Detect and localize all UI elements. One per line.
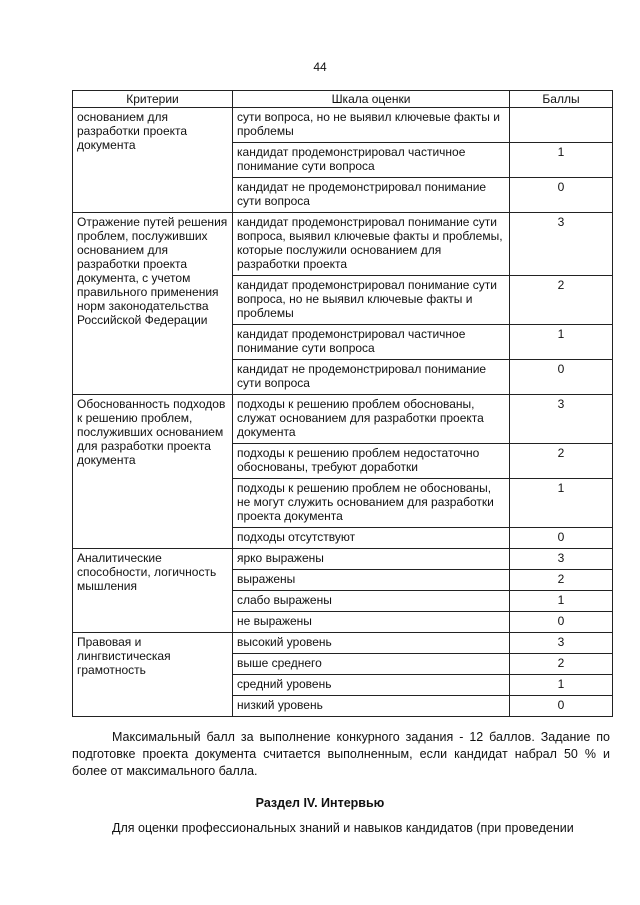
- score-cell: 0: [510, 696, 613, 717]
- column-header-points: Баллы: [510, 91, 613, 108]
- table-row: [73, 549, 613, 570]
- scale-cell: подходы отсутствуют: [233, 528, 510, 549]
- scale-cell: кандидат продемонстрировал понимание сути вопроса, выявил ключевые факты и проблемы, которые послужили основанием для разработки проекта: [233, 213, 510, 276]
- scale-cell: ярко выражены: [233, 549, 510, 570]
- scale-cell: низкий уровень: [233, 696, 510, 717]
- page-number: 44: [313, 60, 327, 74]
- scale-cell: кандидат продемонстрировал частичное понимание сути вопроса: [233, 325, 510, 360]
- criterion-cell: Аналитические способности, логичность мышления: [73, 549, 233, 633]
- score-cell: 1: [510, 591, 613, 612]
- score-cell: 1: [510, 675, 613, 696]
- score-cell: 1: [510, 143, 613, 178]
- criterion-cell: Обоснованность подходов к решению проблем, послуживших основанием для разработки проекта документа: [73, 395, 233, 549]
- column-header-scale: Шкала оценки: [233, 91, 510, 108]
- score-cell: 2: [510, 276, 613, 325]
- column-header-criteria: Критерии: [73, 91, 233, 108]
- scale-cell: сути вопроса, но не выявил ключевые факты и проблемы: [233, 108, 510, 143]
- score-cell: 2: [510, 654, 613, 675]
- score-cell: 0: [510, 528, 613, 549]
- scale-cell: подходы к решению проблем недостаточно обоснованы, требуют доработки: [233, 444, 510, 479]
- scale-cell: средний уровень: [233, 675, 510, 696]
- scale-cell: слабо выражены: [233, 591, 510, 612]
- max-score-paragraph: Максимальный балл за выполнение конкурного задания - 12 баллов. Задание по подготовке проекта документа считается выполненным, если кандидат набрал 50 % и более от максимального балла.: [72, 730, 610, 778]
- score-cell: 1: [510, 325, 613, 360]
- score-cell: 3: [510, 549, 613, 570]
- table-header-row: [73, 91, 613, 108]
- scale-cell: подходы к решению проблем не обоснованы, не могут служить основанием для разработки проекта документа: [233, 479, 510, 528]
- score-cell: [510, 108, 613, 143]
- score-cell: 0: [510, 360, 613, 395]
- scale-cell: высокий уровень: [233, 633, 510, 654]
- table-row: [73, 395, 613, 444]
- criterion-cell: Правовая и лингвистическая грамотность: [73, 633, 233, 717]
- table-row: [73, 633, 613, 654]
- score-cell: 3: [510, 395, 613, 444]
- criterion-cell: Отражение путей решения проблем, послуживших основанием для разработки проекта документа, с учетом правильного применения норм законодательства Российской Федерации: [73, 213, 233, 395]
- table-row: [73, 213, 613, 276]
- scale-cell: выражены: [233, 570, 510, 591]
- score-cell: 1: [510, 479, 613, 528]
- scale-cell: кандидат продемонстрировал понимание сути вопроса, но не выявил ключевые факты и проблемы: [233, 276, 510, 325]
- scale-cell: кандидат продемонстрировал частичное понимание сути вопроса: [233, 143, 510, 178]
- score-cell: 3: [510, 633, 613, 654]
- interview-paragraph: Для оценки профессиональных знаний и навыков кандидатов (при проведении: [112, 821, 574, 835]
- scale-cell: не выражены: [233, 612, 510, 633]
- scale-cell: кандидат не продемонстрировал понимание сути вопроса: [233, 360, 510, 395]
- score-cell: 2: [510, 570, 613, 591]
- score-cell: 0: [510, 612, 613, 633]
- score-cell: 3: [510, 213, 613, 276]
- criterion-cell: основанием для разработки проекта документа: [73, 108, 233, 213]
- scale-cell: подходы к решению проблем обоснованы, служат основанием для разработки проекта документа: [233, 395, 510, 444]
- scale-cell: кандидат не продемонстрировал понимание сути вопроса: [233, 178, 510, 213]
- scale-cell: выше среднего: [233, 654, 510, 675]
- score-cell: 0: [510, 178, 613, 213]
- score-cell: 2: [510, 444, 613, 479]
- evaluation-table: [72, 90, 613, 717]
- section-heading: Раздел IV. Интервью: [255, 796, 385, 810]
- table-row: [73, 108, 613, 143]
